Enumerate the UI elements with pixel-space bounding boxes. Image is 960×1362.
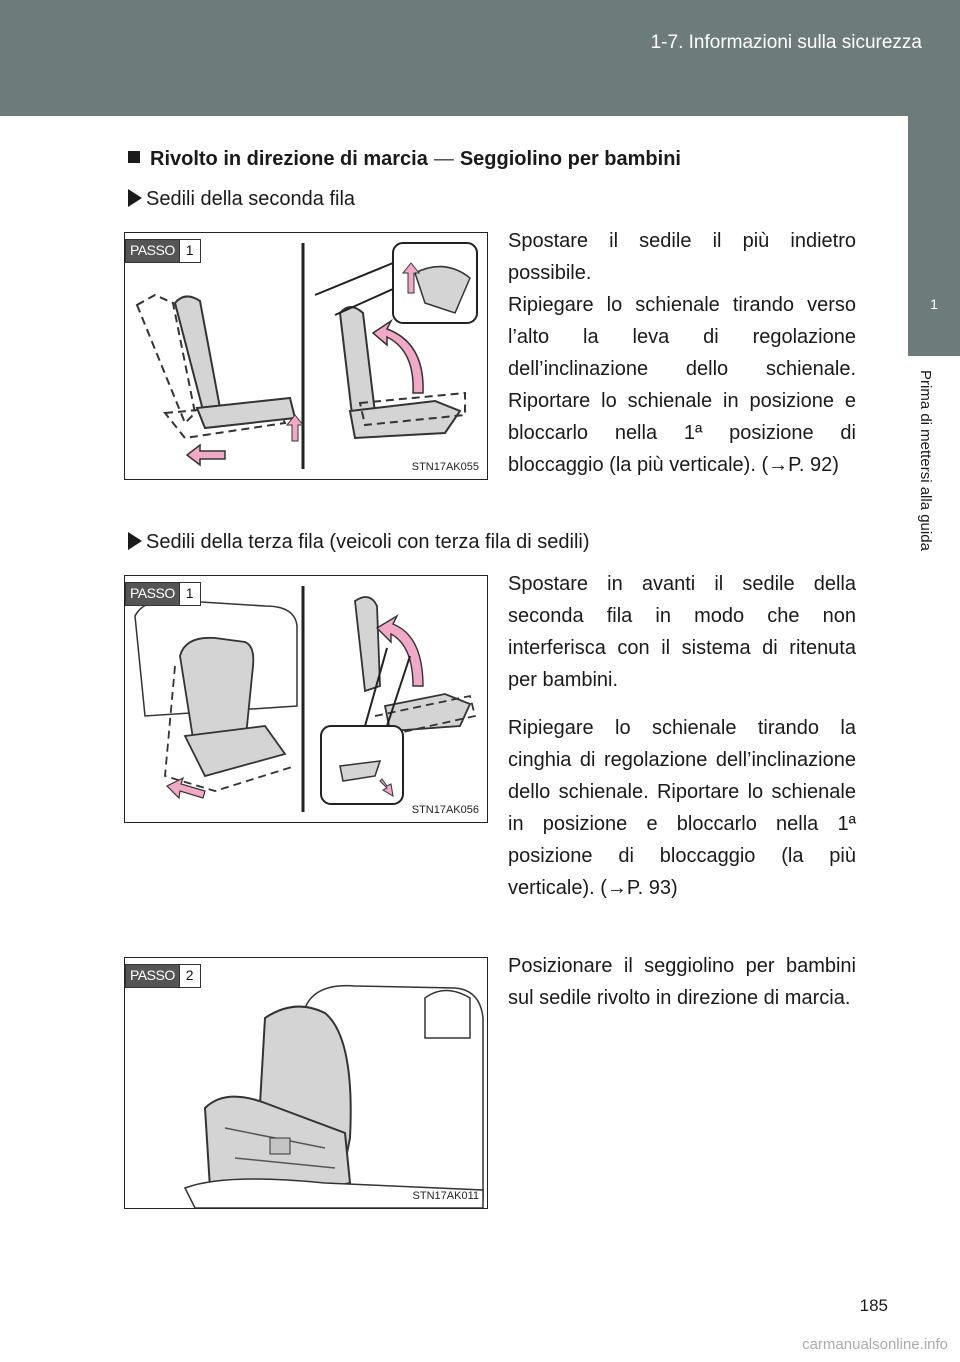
header-section-title: 1-7. Informazioni sulla sicurezza <box>650 32 922 53</box>
figure-second-row <box>124 232 488 480</box>
instructions-third-row <box>508 568 856 904</box>
chapter-label: Prima di mettersi alla guida <box>917 370 934 551</box>
step-badge: PASSO 1 <box>125 582 201 606</box>
chapter-tab <box>908 116 960 356</box>
square-bullet-icon <box>128 151 140 163</box>
section-title: Rivolto in direzione di marcia — Seggiolino per bambini <box>130 148 681 171</box>
step-badge: PASSO 2 <box>125 964 201 988</box>
step-badge: PASSO 1 <box>125 239 201 263</box>
paragraph: Spostare il sedile il più indietro possibile. <box>508 230 856 284</box>
image-code: STN17AK056 <box>411 804 479 816</box>
paragraph: Posizionare il seggiolino per bambini sul sedile rivolto in direzione di marcia. <box>508 955 856 1009</box>
image-code: STN17AK055 <box>411 461 479 473</box>
image-code: STN17AK011 <box>412 1190 479 1202</box>
seat-recline-illustration <box>125 233 487 479</box>
instructions-second-row <box>508 225 856 481</box>
chapter-number: 1 <box>930 296 938 312</box>
child-seat-illustration <box>125 958 487 1208</box>
third-row-seat-illustration <box>125 576 487 822</box>
figure-third-row <box>124 575 488 823</box>
paragraph: Spostare in avanti il sedile della seconda fila in modo che non interferisca con il sistema di ritenuta per bambini. <box>508 573 856 691</box>
figure-child-seat <box>124 957 488 1209</box>
triangle-bullet-icon <box>128 532 142 550</box>
paragraph: Ripiegare lo schienale tirando la cinghia di regolazione dell’inclinazione dello schienale. Riportare lo schienale in posizione e bloccarlo nella 1ª posizione di bloccaggio (la più verticale). (→P. 93) <box>508 717 856 899</box>
subheading-third-row: Sedili della terza fila (veicoli con terza fila di sedili) <box>128 531 590 554</box>
subheading-second-row: Sedili della seconda fila <box>128 188 355 211</box>
instructions-child-seat <box>508 950 856 1014</box>
triangle-bullet-icon <box>128 189 142 207</box>
watermark: carmanualsonline.info <box>802 1336 948 1353</box>
page-number: 185 <box>859 1296 888 1315</box>
paragraph: Ripiegare lo schienale tirando verso l’alto la leva di regolazione dell’inclinazione dello schienale. Riportare lo schienale in posizione e bloccarlo nella 1ª posizione di bloccaggio (la più verticale). (→P. 92) <box>508 294 856 476</box>
page-header <box>0 0 960 116</box>
